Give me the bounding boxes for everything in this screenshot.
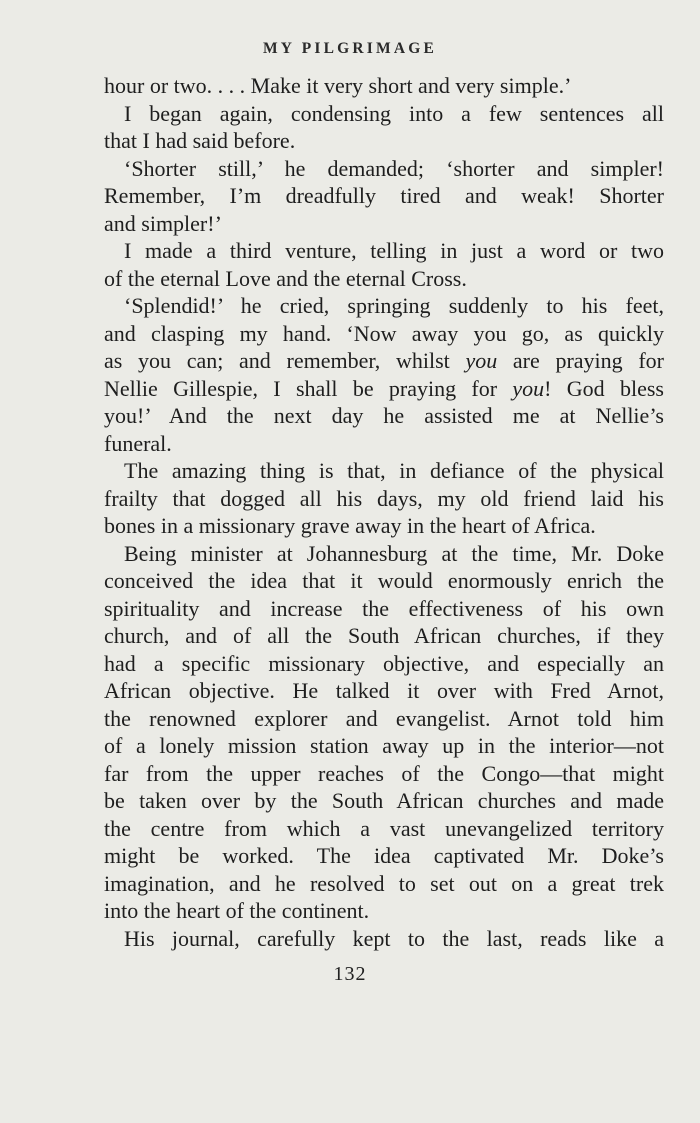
text-line: you!’ And the next day he assisted me at Nellie’s: [104, 403, 664, 428]
text-line: church, and of all the South African churches, if they: [104, 623, 664, 648]
text-line: ‘Splendid!’ he cried, springing suddenly to his feet,: [124, 293, 664, 318]
text-line: bones in a missionary grave away in the heart of Africa.: [104, 513, 596, 538]
text-line: African objective. He talked it over with Fred Arnot,: [104, 678, 664, 703]
text-line: of the eternal Love and the eternal Cross.: [104, 265, 467, 291]
text-line: His journal, carefully kept to the last, reads like a: [124, 925, 664, 951]
text-line: I began again, condensing into a few sentences all: [124, 100, 664, 126]
text-line: hour or two. . . . Make it very short and very simple.’: [104, 73, 572, 98]
text-line: Nellie Gillespie, I shall be praying for you! God bless: [104, 375, 664, 401]
body-text: [104, 72, 664, 952]
text-line: and clasping my hand. ‘Now away you go, as quickly: [104, 320, 664, 346]
text-line: be taken over by the South African churches and made: [104, 788, 664, 813]
text-line: the renowned explorer and evangelist. Arnot told him: [104, 705, 664, 731]
page-number: 132: [333, 963, 367, 985]
text-line: conceived the idea that it would enormously enrich the: [104, 568, 664, 593]
text-line: far from the upper reaches of the Congo—that might: [104, 760, 664, 786]
text-line: ‘Shorter still,’ he demanded; ‘shorter and simpler!: [124, 155, 664, 181]
text-line: of a lonely mission station away up in the interior—not: [104, 733, 664, 758]
text-line: funeral.: [104, 430, 172, 456]
text-line: Remember, I’m dreadfully tired and weak! Shorter: [104, 183, 664, 208]
text-line: the centre from which a vast unevangelized territory: [104, 815, 664, 841]
text-line: might be worked. The idea captivated Mr. Doke’s: [104, 843, 664, 868]
text-line: spirituality and increase the effectiveness of his own: [104, 595, 664, 621]
text-line: had a specific missionary objective, and especially an: [104, 650, 664, 676]
text-line: frailty that dogged all his days, my old friend laid his: [104, 485, 664, 511]
text-line: and simpler!’: [104, 210, 222, 236]
text-line: Being minister at Johannesburg at the time, Mr. Doke: [124, 540, 664, 566]
running-head: MY PILGRIMAGE: [262, 40, 438, 57]
text-line: The amazing thing is that, in defiance of the physical: [124, 458, 664, 483]
text-line: as you can; and remember, whilst you are praying for: [104, 348, 664, 373]
text-line: imagination, and he resolved to set out on a great trek: [104, 870, 664, 896]
text-line: into the heart of the continent.: [104, 898, 370, 923]
text-line: that I had said before.: [104, 128, 296, 153]
text-line: I made a third venture, telling in just a word or two: [124, 238, 664, 263]
